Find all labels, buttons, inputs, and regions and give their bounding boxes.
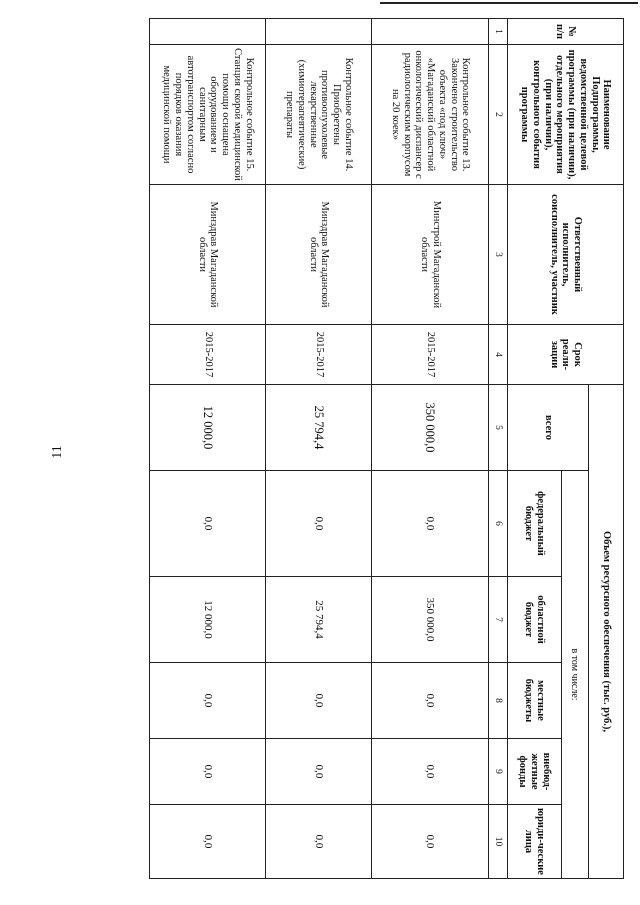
row-federal: 0,0 bbox=[266, 471, 372, 577]
row-executor: Минстрой Магаданской области bbox=[372, 185, 489, 325]
row-regional: 25 794,4 bbox=[266, 577, 372, 663]
header-name: Наименование Подпрограммы, ведомственной целевой программы (при наличии), отдельного мероприятия (при наличии), контрольного события программы bbox=[507, 45, 623, 185]
header-num: № п/п bbox=[507, 19, 623, 45]
header-extrabudget: внебюд-жетные фонды bbox=[507, 739, 561, 805]
header-row-2 bbox=[561, 19, 588, 879]
column-number: 2 bbox=[489, 45, 507, 185]
row-total: 25 794,4 bbox=[266, 385, 372, 471]
page-number: 11 bbox=[50, 445, 65, 459]
header-period: Срок реали-зации bbox=[507, 325, 623, 385]
header-federal: федеральный бюджет bbox=[507, 471, 561, 577]
header-resources: Объем ресурсного обеспечения (тыс. руб.), bbox=[588, 385, 623, 879]
row-local: 0,0 bbox=[372, 663, 489, 739]
column-number: 5 bbox=[489, 385, 507, 471]
table-row bbox=[372, 19, 489, 879]
row-num bbox=[266, 19, 372, 45]
row-num bbox=[150, 19, 266, 45]
column-number: 3 bbox=[489, 185, 507, 325]
header-local: местные бюджеты bbox=[507, 663, 561, 739]
column-number: 6 bbox=[489, 471, 507, 577]
column-number: 10 bbox=[489, 805, 507, 879]
row-total: 12 000,0 bbox=[150, 385, 266, 471]
row-executor: Минздрав Магаданской области bbox=[266, 185, 372, 325]
row-federal: 0,0 bbox=[150, 471, 266, 577]
row-local: 0,0 bbox=[150, 663, 266, 739]
row-legal: 0,0 bbox=[150, 805, 266, 879]
row-period: 2015-2017 bbox=[372, 325, 489, 385]
row-federal: 0,0 bbox=[372, 471, 489, 577]
column-number-row bbox=[489, 19, 507, 879]
header-row-1 bbox=[588, 19, 623, 879]
column-number: 8 bbox=[489, 663, 507, 739]
row-regional: 12 000,0 bbox=[150, 577, 266, 663]
row-extrabudget: 0,0 bbox=[372, 739, 489, 805]
row-extrabudget: 0,0 bbox=[150, 739, 266, 805]
header-executor: Ответственный исполнитель, соисполнитель, участник bbox=[507, 185, 623, 325]
column-number: 1 bbox=[489, 19, 507, 45]
top-rule bbox=[380, 2, 638, 4]
row-name: Контрольное событие 13. Закончено строительство объекта «под ключ» «Магаданский областной онкологический диспансер с радиологическим корпусом на 20 коек» bbox=[372, 45, 489, 185]
row-regional: 350 000,0 bbox=[372, 577, 489, 663]
header-legal: юриди-ческие лица bbox=[507, 805, 561, 879]
row-local: 0,0 bbox=[266, 663, 372, 739]
header-regional: областной бюджет bbox=[507, 577, 561, 663]
row-name: Контрольное событие 14. Приобретены противоопухолевые лекарственные (химиотерапевтические) препараты bbox=[266, 45, 372, 185]
row-name: Контрольное событие 15. Станция скорой медицинской помощи оснащена оборудованием и санитарным автотранспортом согласно порядков оказания медицинской помощи bbox=[150, 45, 266, 185]
row-legal: 0,0 bbox=[266, 805, 372, 879]
row-period: 2015-2017 bbox=[266, 325, 372, 385]
resource-table bbox=[149, 18, 624, 879]
header-row-3 bbox=[507, 19, 561, 879]
row-executor: Минздрав Магаданской области bbox=[150, 185, 266, 325]
column-number: 7 bbox=[489, 577, 507, 663]
row-period: 2015-2017 bbox=[150, 325, 266, 385]
row-extrabudget: 0,0 bbox=[266, 739, 372, 805]
row-total: 350 000,0 bbox=[372, 385, 489, 471]
header-including: в том числе: bbox=[561, 471, 588, 879]
row-num bbox=[372, 19, 489, 45]
column-number: 9 bbox=[489, 739, 507, 805]
table-row bbox=[150, 19, 266, 879]
row-legal: 0,0 bbox=[372, 805, 489, 879]
header-total: всего bbox=[507, 385, 588, 471]
table-row bbox=[266, 19, 372, 879]
column-number: 4 bbox=[489, 325, 507, 385]
